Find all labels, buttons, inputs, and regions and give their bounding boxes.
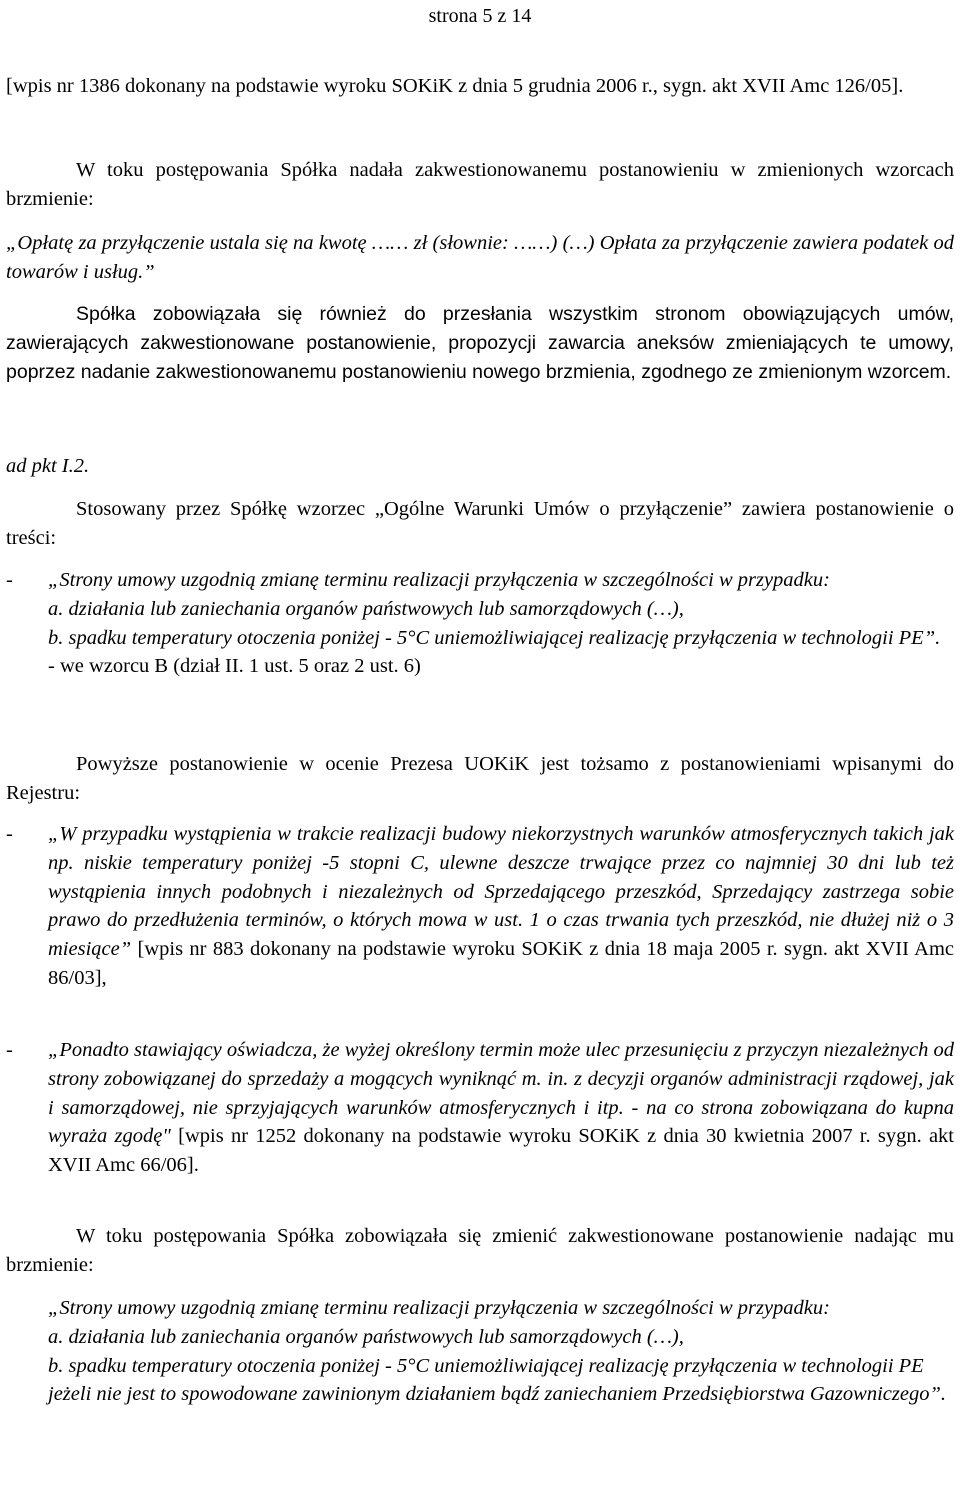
new-wording-item-b: b. spadku temperatury otoczenia poniżej - 5°C uniemożliwiającej realizację przyłączenia w technologii PE bbox=[48, 1354, 924, 1377]
register-entry-text: „Ponadto stawiający oświadcza, że wyżej określony termin może ulec przesunięciu z przyczyn niezależnych od strony zobowiązanej do sprzedaży a mogących wyniknąć m. in. z decyzji organów administracji rządowej, jak i samorządowej, nie sprzyjających warunków atmosferycznych i itp. - na co strona zobowiązana do kupna wyraża zgodę" [wpis nr 1252 dokonany na podstawie wyroku SOKiK z dnia 30 kwietnia 2007 r. sygn. akt XVII Amc 66/06]. bbox=[48, 1039, 955, 1177]
register-entry-reference: [wpis nr 1252 dokonany na podstawie wyroku SOKiK z dnia 30 kwietnia 2007 r. sygn. akt XVII Amc 66/06]. bbox=[48, 1125, 955, 1177]
list-dash: - bbox=[6, 1039, 13, 1061]
register-entry-reference: [wpis nr 883 dokonany na podstawie wyroku SOKiK z dnia 18 maja 2005 r. sygn. akt XVII Amc 86/03], bbox=[48, 938, 954, 989]
clause-item-a: a. działania lub zaniechania organów państwowych lub samorządowych (…), bbox=[48, 597, 684, 620]
new-wording-item-a: a. działania lub zaniechania organów państwowych lub samorządowych (…), bbox=[48, 1325, 684, 1348]
paragraph-president-assessment: Powyższe postanowienie w ocenie Prezesa UOKiK jest tożsamo z postanowieniami wpisanymi do Rejestru: bbox=[6, 753, 954, 804]
list-item-register-entry-883 bbox=[6, 820, 954, 993]
entry-reference-1386: [wpis nr 1386 dokonany na podstawie wyroku SOKiK z dnia 5 grudnia 2006 r., sygn. akt XVII Amc 126/05]. bbox=[6, 75, 904, 97]
clause-intro: „Strony umowy uzgodnią zmianę terminu realizacji przyłączenia w szczególności w przypadku: bbox=[48, 569, 830, 591]
page-number: strona 5 z 14 bbox=[428, 5, 532, 27]
clause-item-b: b. spadku temperatury otoczenia poniżej - 5°C uniemożliwiającej realizację przyłączenia w technologii PE”. bbox=[48, 626, 941, 649]
new-wording-intro: „Strony umowy uzgodnią zmianę terminu realizacji przyłączenia w szczególności w przypadku: bbox=[48, 1297, 830, 1319]
list-dash: - bbox=[6, 569, 13, 591]
list-item-template-clause bbox=[6, 566, 954, 681]
section-heading-ad-pkt: ad pkt I.2. bbox=[6, 455, 90, 477]
paragraph-commitment: W toku postępowania Spółka zobowiązała się zmienić zakwestionowane postanowienie nadając mu brzmienie: bbox=[6, 1225, 954, 1276]
paragraph-company-obligation: Spółka zobowiązała się również do przesłania wszystkim stronom obowiązujących umów, zawierających zakwestionowane postanowienie, propozycji zawarcia aneksów zmieniających te umowy, poprzez nadanie zakwestionowanemu postanowieniu nowego brzmienia, zgodnego ze zmienionym wzorcem. bbox=[6, 303, 954, 383]
list-dash: - bbox=[6, 823, 13, 845]
quoted-provision-fee: „Opłatę za przyłączenie ustala się na kwotę …… zł (słownie: ……) (…) Opłata za przyłączenie zawiera podatek od towarów i usług.” bbox=[6, 232, 954, 283]
clause-source: - we wzorcu B (dział II. 1 ust. 5 oraz 2 ust. 6) bbox=[48, 655, 421, 678]
new-wording-condition: jeżeli nie jest to spowodowane zawinionym działaniem bądź zaniechaniem Przedsiębiorstwa Gazowniczego”. bbox=[48, 1383, 946, 1406]
paragraph-changed-wording: W toku postępowania Spółka nadała zakwestionowanemu postanowieniu w zmienionych wzorcach brzmienie: bbox=[6, 159, 954, 210]
list-item-register-entry-1252 bbox=[6, 1036, 954, 1180]
register-entry-text: „W przypadku wystąpienia w trakcie realizacji budowy niekorzystnych warunków atmosferycznych takich jak np. niskie temperatury poniżej -5 stopni C, ulewne deszcze trwające przez co najmniej 30 dni lub też wystąpienia innych podobnych i niezależnych od Sprzedającego przeszkód, Sprzedający zastrzega sobie prawo do przedłużenia terminów, o których mowa w ust. 1 o czas trwania tych przeszkód, nie dłużej niż o 3 miesiące” [wpis nr 883 dokonany na podstawie wyroku SOKiK z dnia 18 maja 2005 r. sygn. akt XVII Amc 86/03], bbox=[48, 823, 954, 989]
paragraph-template-clause: Stosowany przez Spółkę wzorzec „Ogólne Warunki Umów o przyłączenie” zawiera postanowienie o treści: bbox=[6, 498, 954, 549]
quoted-new-wording bbox=[6, 1294, 954, 1409]
